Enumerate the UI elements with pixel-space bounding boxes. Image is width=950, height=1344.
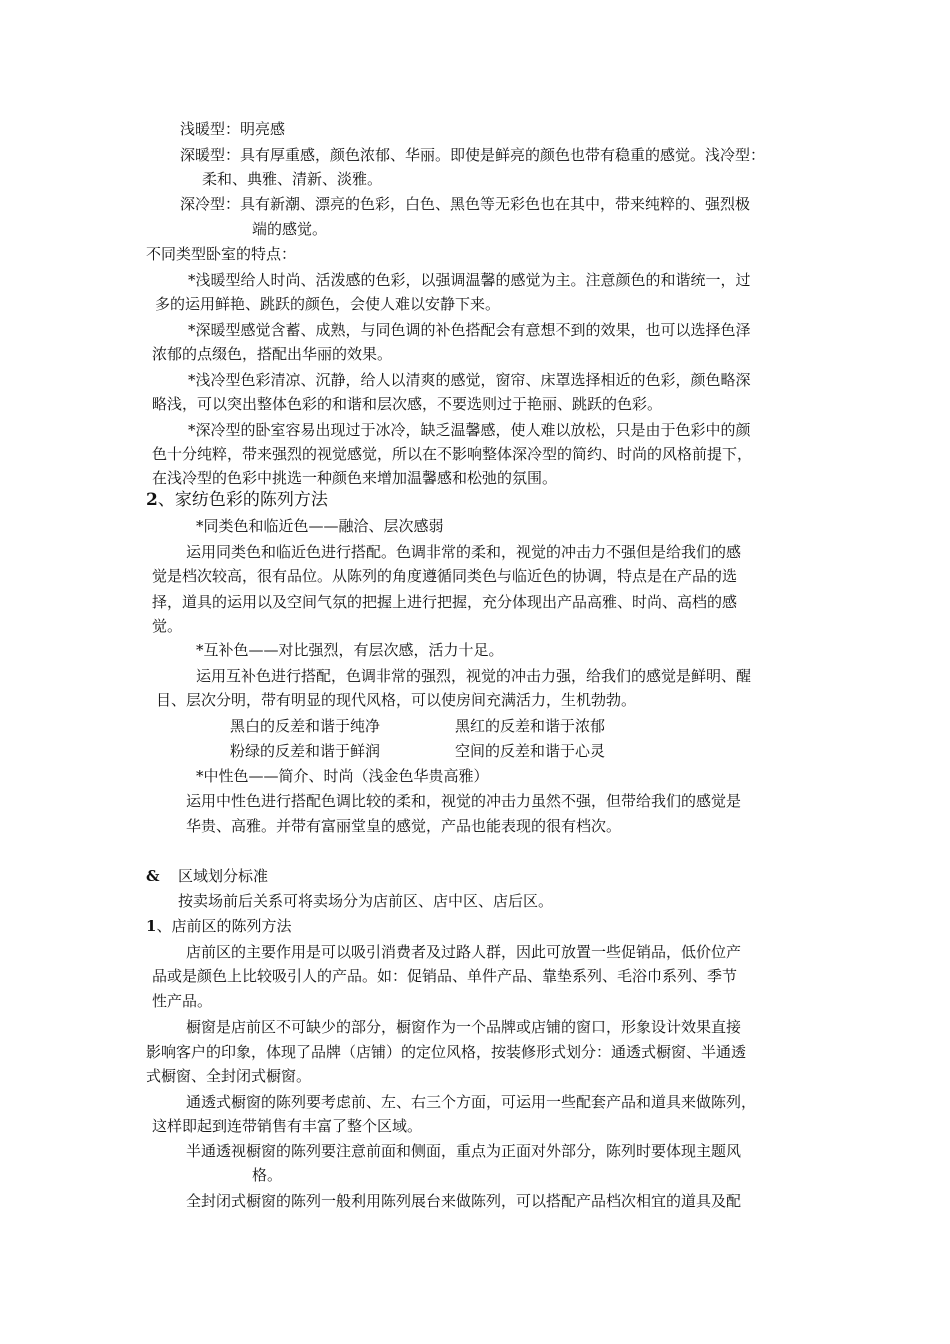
text-line: 运用互补色进行搭配，色调非常的强烈，视觉的冲击力强，给我们的感觉是鲜明、醒 <box>196 667 752 685</box>
text-line: 目、层次分明，带有明显的现代风格，可以使房间充满活力，生机勃勃。 <box>156 691 637 709</box>
text-line: 格。 <box>252 1166 283 1184</box>
text-line: 略浅，可以突出整体色彩的和谐和层次感，不要选则过于艳丽、跳跃的色彩。 <box>152 395 663 413</box>
section-heading: 区域划分标准 <box>178 867 269 885</box>
text-line: *中性色——简介、时尚（浅金色华贵高雅） <box>196 767 489 785</box>
section-heading <box>146 916 291 936</box>
ampersand-bullet: & <box>146 867 160 885</box>
text-line: 店前区的主要作用是可以吸引消费者及过路人群，因此可放置一些促销品，低价位产 <box>186 943 742 961</box>
text-line: 橱窗是店前区不可缺少的部分，橱窗作为一个品牌或店铺的窗口，形象设计效果直接 <box>186 1018 742 1036</box>
text-line: *深冷型的卧室容易出现过于冰冷，缺乏温馨感，使人难以放松，只是由于色彩中的颜 <box>188 421 751 439</box>
text-line: 觉。 <box>152 617 183 635</box>
text-line: *互补色——对比强烈，有层次感，活力十足。 <box>196 641 504 659</box>
pair-right: 黑红的反差和谐于浓郁 <box>455 717 606 735</box>
text-line: 运用同类色和临近色进行搭配。色调非常的柔和，视觉的冲击力不强但是给我们的感 <box>186 543 742 561</box>
text-line: 浅暖型：明亮感 <box>180 120 286 138</box>
text-line: 性产品。 <box>152 992 213 1010</box>
text-line: 通透式橱窗的陈列要考虑前、左、右三个方面，可运用一些配套产品和道具来做陈列， <box>186 1093 757 1111</box>
text-line: 色十分纯粹，带来强烈的视觉感觉，所以在不影响整体深冷型的简约、时尚的风格前提下， <box>152 445 753 463</box>
text-line: 端的感觉。 <box>252 220 328 238</box>
section-heading <box>146 490 328 510</box>
text-line: 半通透视橱窗的陈列要注意前面和侧面，重点为正面对外部分，陈列时要体现主题风 <box>186 1142 742 1160</box>
heading-text: 、家纺色彩的陈列方法 <box>157 490 328 510</box>
text-line: 觉是档次较高，很有品位。从陈列的角度遵循同类色与临近色的协调，特点是在产品的选 <box>152 567 738 585</box>
text-line: 全封闭式橱窗的陈列一般利用陈列展台来做陈列，可以搭配产品档次相宜的道具及配 <box>186 1192 742 1210</box>
text-line: *深暖型感觉含蓄、成熟，与同色调的补色搭配会有意想不到的效果，也可以选择色泽 <box>188 321 751 339</box>
heading-text: 、店前区的陈列方法 <box>156 917 292 935</box>
text-line: *浅暖型给人时尚、活泼感的色彩，以强调温馨的感觉为主。注意颜色的和谐统一，过 <box>188 271 751 289</box>
text-line: 在浅冷型的色彩中挑选一种颜色来增加温馨感和松弛的氛围。 <box>152 469 558 487</box>
text-line: 择，道具的运用以及空间气氛的把握上进行把握，充分体现出产品高雅、时尚、高档的感 <box>152 593 738 611</box>
text-line: 浓郁的点缀色，搭配出华丽的效果。 <box>152 345 393 363</box>
text-line: 柔和、典雅、清新、淡雅。 <box>202 170 383 188</box>
text-line: 深冷型：具有新潮、漂亮的色彩，白色、黑色等无彩色也在其中，带来纯粹的、强烈极 <box>180 195 751 213</box>
text-line: 深暖型：具有厚重感，颜色浓郁、华丽。即使是鲜亮的颜色也带有稳重的感觉。浅冷型： <box>180 146 766 164</box>
text-line: *同类色和临近色——融洽、层次感弱 <box>196 517 444 535</box>
pair-right: 空间的反差和谐于心灵 <box>455 742 606 760</box>
text-line: 运用中性色进行搭配色调比较的柔和，视觉的冲击力虽然不强，但带给我们的感觉是 <box>186 792 742 810</box>
text-line: 按卖场前后关系可将卖场分为店前区、店中区、店后区。 <box>178 892 554 910</box>
pair-left: 粉绿的反差和谐于鲜润 <box>230 742 381 760</box>
text-line: *浅冷型色彩清凉、沉静，给人以清爽的感觉，窗帘、床罩选择相近的色彩，颜色略深 <box>188 371 751 389</box>
section-label: 不同类型卧室的特点： <box>146 245 297 263</box>
text-line: 式橱窗、全封闭式橱窗。 <box>146 1067 312 1085</box>
text-line: 多的运用鲜艳、跳跃的颜色，会使人难以安静下来。 <box>155 295 501 313</box>
text-line: 这样即起到连带销售有丰富了整个区域。 <box>152 1117 423 1135</box>
pair-left: 黑白的反差和谐于纯净 <box>230 717 381 735</box>
text-line: 品或是颜色上比较吸引人的产品。如：促销品、单件产品、靠垫系列、毛浴巾系列、季节 <box>152 967 738 985</box>
text-line: 影响客户的印象，体现了品牌（店铺）的定位风格，按装修形式划分：通透式橱窗、半通透 <box>146 1043 747 1061</box>
text-line: 华贵、高雅。并带有富丽堂皇的感觉，产品也能表现的很有档次。 <box>186 817 622 835</box>
heading-number: 2 <box>146 490 158 510</box>
heading-number: 1 <box>146 917 157 935</box>
